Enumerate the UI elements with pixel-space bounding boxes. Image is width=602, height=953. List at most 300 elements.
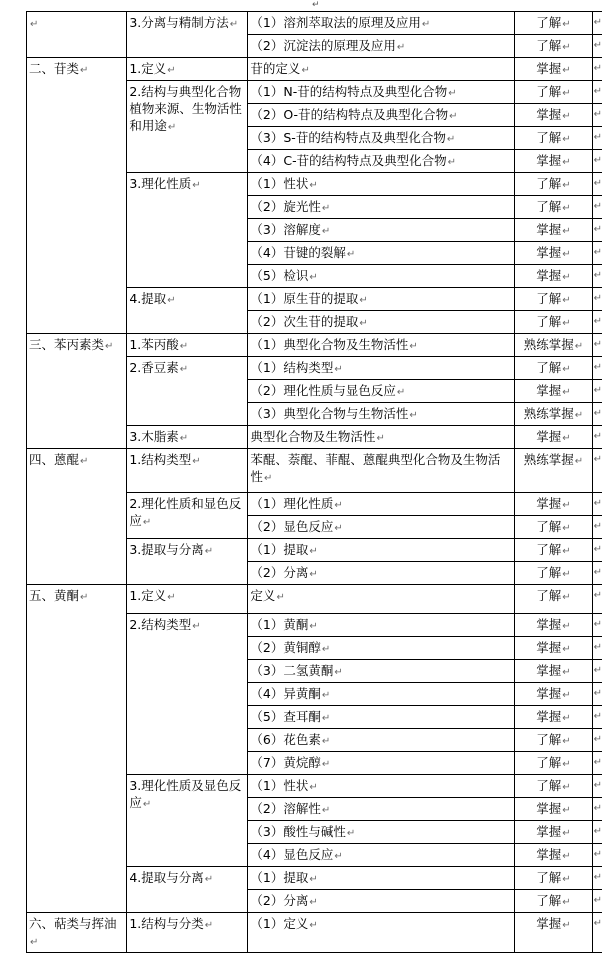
item-cell [248, 683, 515, 706]
paragraph-mark-icon: ↵ [575, 456, 583, 467]
table-row [27, 12, 602, 35]
row-end-marker [592, 81, 602, 104]
item-cell [248, 660, 515, 683]
topic-cell-text: 3.理化性质及显色反应 [129, 778, 241, 810]
row-end-marker [592, 637, 602, 660]
level-cell-text: 掌握 [536, 222, 561, 237]
paragraph-mark-icon: ↵ [334, 851, 342, 862]
item-cell-text: （4）苷键的裂解 [250, 245, 345, 260]
paragraph-mark-icon: ↵ [230, 19, 238, 30]
paragraph-mark-icon: ↵ [180, 364, 188, 375]
section-cell [27, 585, 127, 913]
paragraph-mark-icon: ↵ [309, 546, 317, 557]
level-cell [515, 426, 592, 449]
topic-cell-text: 2.香豆素 [129, 360, 178, 375]
paragraph-mark-icon: ↵ [562, 897, 570, 908]
row-end-marker [592, 357, 602, 380]
item-cell [248, 35, 515, 58]
item-cell-text: （4）C-苷的结构特点及典型化合物 [250, 153, 446, 168]
level-cell [515, 539, 592, 562]
paragraph-mark-icon: ↵ [562, 180, 570, 191]
paragraph-mark-icon: ↵ [205, 546, 213, 557]
item-cell [248, 265, 515, 288]
paragraph-mark-icon: ↵ [594, 385, 602, 396]
item-cell [248, 150, 515, 173]
paragraph-mark-icon: ↵ [594, 567, 602, 578]
paragraph-mark-icon: ↵ [594, 63, 602, 74]
level-cell-text: 了解 [536, 893, 561, 908]
level-cell-text: 掌握 [536, 617, 561, 632]
item-cell-text: （7）黄烷醇 [250, 755, 320, 770]
paragraph-mark-icon: ↵ [562, 759, 570, 770]
row-end-marker [592, 683, 602, 706]
level-cell-text: 了解 [536, 291, 561, 306]
paragraph-mark-icon: ↵ [594, 590, 602, 601]
table-row [27, 334, 602, 357]
topic-cell-text: 1.结构类型 [129, 452, 191, 467]
paragraph-mark-icon: ↵ [80, 592, 88, 603]
row-end-marker [592, 265, 602, 288]
paragraph-mark-icon: ↵ [562, 134, 570, 145]
level-cell-text: 掌握 [536, 824, 561, 839]
level-cell-text: 掌握 [536, 383, 561, 398]
level-cell [515, 660, 592, 683]
paragraph-mark-icon: ↵ [309, 920, 317, 931]
paragraph-mark-icon: ↵ [594, 544, 602, 555]
paragraph-mark: ↵ [312, 0, 320, 10]
topic-cell [127, 614, 248, 775]
item-cell-text: （3）酸性与碱性 [250, 824, 345, 839]
item-cell [248, 449, 515, 493]
paragraph-mark-icon: ↵ [594, 201, 602, 212]
level-cell-text: 了解 [536, 84, 561, 99]
paragraph-mark-icon: ↵ [594, 224, 602, 235]
section-cell-text: 六、萜类与挥油 [29, 916, 117, 931]
paragraph-mark-icon: ↵ [562, 546, 570, 557]
item-cell-text: （1）黄酮 [250, 617, 308, 632]
paragraph-mark-icon: ↵ [594, 40, 602, 51]
topic-cell [127, 288, 248, 334]
item-cell [248, 752, 515, 775]
level-cell [515, 334, 592, 357]
paragraph-mark-icon: ↵ [594, 109, 602, 120]
item-cell [248, 357, 515, 380]
paragraph-mark-icon: ↵ [594, 826, 602, 837]
row-end-marker [592, 614, 602, 637]
paragraph-mark-icon: ↵ [322, 805, 330, 816]
item-cell-text: （2）旋光性 [250, 199, 320, 214]
level-cell-text: 了解 [536, 778, 561, 793]
item-cell-text: （2）显色反应 [250, 519, 333, 534]
level-cell-text: 掌握 [536, 640, 561, 655]
topic-cell [127, 357, 248, 426]
paragraph-mark-icon: ↵ [322, 203, 330, 214]
paragraph-mark-icon: ↵ [105, 341, 113, 352]
paragraph-mark-icon: ↵ [192, 180, 200, 191]
item-cell [248, 219, 515, 242]
paragraph-mark-icon: ↵ [594, 918, 602, 929]
paragraph-mark-icon: ↵ [309, 569, 317, 580]
item-cell-text: （1）理化性质 [250, 496, 333, 511]
paragraph-mark-icon: ↵ [562, 387, 570, 398]
paragraph-mark-icon: ↵ [562, 667, 570, 678]
row-end-marker [592, 173, 602, 196]
item-cell-text: （3）二氢黄酮 [250, 663, 333, 678]
level-cell [515, 821, 592, 844]
paragraph-mark-icon: ↵ [322, 690, 330, 701]
topic-cell [127, 173, 248, 288]
topic-cell [127, 334, 248, 357]
item-cell [248, 104, 515, 127]
level-cell [515, 449, 592, 493]
row-end-marker [592, 539, 602, 562]
level-cell [515, 104, 592, 127]
paragraph-mark-icon: ↵ [562, 523, 570, 534]
topic-cell-text: 2.结构类型 [129, 617, 191, 632]
paragraph-mark-icon: ↵ [359, 318, 367, 329]
level-cell-text: 了解 [536, 360, 561, 375]
level-cell-text: 掌握 [536, 847, 561, 862]
item-cell [248, 242, 515, 265]
row-end-marker [592, 380, 602, 403]
item-cell-text: （4）显色反应 [250, 847, 333, 862]
paragraph-mark-icon: ↵ [562, 295, 570, 306]
syllabus-table [26, 11, 602, 953]
item-cell-text: （3）典型化合物与生物活性 [250, 406, 408, 421]
level-cell-text: 掌握 [536, 268, 561, 283]
row-end-marker [592, 562, 602, 585]
item-cell [248, 288, 515, 311]
paragraph-mark-icon: ↵ [30, 937, 38, 948]
paragraph-mark-icon: ↵ [180, 433, 188, 444]
topic-cell-text: 4.提取与分离 [129, 870, 203, 885]
paragraph-mark-icon: ↵ [594, 872, 602, 883]
topic-cell [127, 913, 248, 953]
paragraph-mark-icon: ↵ [594, 316, 602, 327]
level-cell-text: 了解 [536, 565, 561, 580]
topic-cell [127, 449, 248, 493]
item-cell [248, 585, 515, 614]
paragraph-mark-icon: ↵ [594, 270, 602, 281]
item-cell-text: （2）溶解性 [250, 801, 320, 816]
level-cell [515, 844, 592, 867]
paragraph-mark-icon: ↵ [562, 249, 570, 260]
item-cell [248, 403, 515, 426]
row-end-marker [592, 426, 602, 449]
level-cell [515, 150, 592, 173]
paragraph-mark-icon: ↵ [594, 408, 602, 419]
row-end-marker [592, 775, 602, 798]
paragraph-mark-icon: ↵ [334, 500, 342, 511]
row-end-marker [592, 844, 602, 867]
level-cell-text: 掌握 [536, 686, 561, 701]
item-cell [248, 798, 515, 821]
level-cell [515, 493, 592, 516]
level-cell-text: 了解 [536, 130, 561, 145]
paragraph-mark-icon: ↵ [594, 247, 602, 258]
item-cell-text: （2）黄铜醇 [250, 640, 320, 655]
level-cell-text: 掌握 [536, 663, 561, 678]
paragraph-mark-icon: ↵ [562, 226, 570, 237]
paragraph-mark-icon: ↵ [594, 803, 602, 814]
item-cell-text: （2）分离 [250, 565, 308, 580]
level-cell-text: 了解 [536, 870, 561, 885]
topic-cell-text: 1.结构与分类 [129, 916, 203, 931]
level-cell [515, 516, 592, 539]
paragraph-mark-icon: ↵ [594, 895, 602, 906]
row-end-marker [592, 913, 602, 953]
paragraph-mark-icon: ↵ [594, 132, 602, 143]
paragraph-mark-icon: ↵ [562, 782, 570, 793]
level-cell-text: 掌握 [536, 801, 561, 816]
level-cell-text: 了解 [536, 38, 561, 53]
item-cell-text: （2）O-苷的结构特点及典型化合物 [250, 107, 448, 122]
item-cell-text: （2）理化性质与显色反应 [250, 383, 395, 398]
paragraph-mark-icon: ↵ [322, 713, 330, 724]
level-cell-text: 掌握 [536, 245, 561, 260]
section-cell [27, 58, 127, 334]
item-cell [248, 637, 515, 660]
paragraph-mark-icon: ↵ [322, 226, 330, 237]
item-cell [248, 706, 515, 729]
item-cell [248, 380, 515, 403]
level-cell-text: 了解 [536, 176, 561, 191]
paragraph-mark-icon: ↵ [562, 592, 570, 603]
row-end-marker [592, 706, 602, 729]
level-cell [515, 913, 592, 953]
level-cell [515, 311, 592, 334]
level-cell-text: 了解 [536, 314, 561, 329]
level-cell-text: 掌握 [536, 429, 561, 444]
paragraph-mark-icon: ↵ [594, 688, 602, 699]
level-cell [515, 585, 592, 614]
level-cell [515, 706, 592, 729]
paragraph-mark-icon: ↵ [562, 569, 570, 580]
item-cell [248, 12, 515, 35]
section-cell-text: 三、苯丙素类 [29, 337, 104, 352]
item-cell [248, 775, 515, 798]
paragraph-mark-icon: ↵ [449, 111, 457, 122]
paragraph-mark-icon: ↵ [264, 473, 272, 484]
paragraph-mark-icon: ↵ [447, 134, 455, 145]
item-cell [248, 173, 515, 196]
item-cell-text: （2）沉淀法的原理及应用 [250, 38, 395, 53]
paragraph-mark-icon: ↵ [562, 500, 570, 511]
level-cell [515, 798, 592, 821]
level-cell-text: 掌握 [536, 709, 561, 724]
item-cell-text: 典型化合物及生物活性 [250, 429, 375, 444]
paragraph-mark-icon: ↵ [448, 88, 456, 99]
topic-cell-text: 4.提取 [129, 291, 166, 306]
level-cell [515, 196, 592, 219]
topic-cell [127, 426, 248, 449]
level-cell-text: 掌握 [536, 107, 561, 122]
item-cell [248, 493, 515, 516]
level-cell-text: 了解 [536, 588, 561, 603]
paragraph-mark-icon: ↵ [562, 272, 570, 283]
topic-cell-text: 3.理化性质 [129, 176, 191, 191]
level-cell [515, 127, 592, 150]
level-cell [515, 729, 592, 752]
paragraph-mark-icon: ↵ [594, 734, 602, 745]
level-cell [515, 380, 592, 403]
row-end-marker [592, 334, 602, 357]
row-end-marker [592, 242, 602, 265]
paragraph-mark-icon: ↵ [180, 341, 188, 352]
item-cell [248, 614, 515, 637]
row-end-marker [592, 219, 602, 242]
paragraph-mark-icon: ↵ [594, 86, 602, 97]
paragraph-mark-icon: ↵ [594, 17, 602, 28]
paragraph-mark-icon: ↵ [562, 157, 570, 168]
paragraph-mark-icon: ↵ [167, 592, 175, 603]
item-cell [248, 539, 515, 562]
paragraph-mark-icon: ↵ [594, 711, 602, 722]
paragraph-mark-icon: ↵ [594, 849, 602, 860]
level-cell [515, 81, 592, 104]
item-cell-text: 苯醌、萘醌、菲醌、蒽醌典型化合物及生物活性 [250, 452, 500, 484]
paragraph-mark-icon: ↵ [301, 65, 309, 76]
paragraph-mark-icon: ↵ [594, 498, 602, 509]
level-cell-text: 掌握 [536, 496, 561, 511]
paragraph-mark-icon: ↵ [562, 621, 570, 632]
level-cell [515, 357, 592, 380]
topic-cell-text: 2.结构与典型化合物植物来源、生物活性和用途 [129, 84, 242, 133]
section-cell-text: 四、蒽醌 [29, 452, 79, 467]
item-cell-text: （1）提取 [250, 870, 308, 885]
paragraph-mark-icon: ↵ [594, 780, 602, 791]
level-cell-text: 熟练掌握 [524, 406, 574, 421]
level-cell [515, 637, 592, 660]
paragraph-mark-icon: ↵ [562, 111, 570, 122]
item-cell-text: （2）分离 [250, 893, 308, 908]
item-cell-text: （1）性状 [250, 176, 308, 191]
item-cell-text: （3）溶解度 [250, 222, 320, 237]
topic-cell-text: 2.理化性质和显色反应 [129, 496, 241, 528]
row-end-marker [592, 660, 602, 683]
paragraph-mark-icon: ↵ [205, 874, 213, 885]
paragraph-mark-icon: ↵ [205, 920, 213, 931]
row-end-marker [592, 585, 602, 614]
item-cell-text: （3）S-苷的结构特点及典型化合物 [250, 130, 445, 145]
paragraph-mark-icon: ↵ [594, 665, 602, 676]
row-end-marker [592, 493, 602, 516]
level-cell [515, 867, 592, 890]
paragraph-mark-icon: ↵ [309, 897, 317, 908]
topic-cell-text: 1.定义 [129, 588, 166, 603]
row-end-marker [592, 12, 602, 35]
paragraph-mark-icon: ↵ [594, 431, 602, 442]
paragraph-mark-icon: ↵ [309, 621, 317, 632]
level-cell [515, 775, 592, 798]
paragraph-mark-icon: ↵ [397, 387, 405, 398]
item-cell [248, 562, 515, 585]
item-cell-text: （1）提取 [250, 542, 308, 557]
row-end-marker [592, 196, 602, 219]
row-end-marker [592, 150, 602, 173]
level-cell-text: 掌握 [536, 153, 561, 168]
level-cell [515, 35, 592, 58]
row-end-marker [592, 127, 602, 150]
paragraph-mark-icon: ↵ [562, 920, 570, 931]
paragraph-mark-icon: ↵ [309, 782, 317, 793]
paragraph-mark-icon: ↵ [594, 454, 602, 465]
paragraph-mark-icon: ↵ [562, 433, 570, 444]
paragraph-mark-icon: ↵ [334, 523, 342, 534]
paragraph-mark-icon: ↵ [562, 42, 570, 53]
section-cell-text: 二、苷类 [29, 61, 79, 76]
item-cell [248, 311, 515, 334]
topic-cell [127, 867, 248, 913]
paragraph-mark-icon: ↵ [409, 341, 417, 352]
level-cell [515, 58, 592, 81]
paragraph-mark-icon: ↵ [594, 293, 602, 304]
item-cell [248, 334, 515, 357]
level-cell [515, 683, 592, 706]
paragraph-mark-icon: ↵ [594, 642, 602, 653]
item-cell [248, 81, 515, 104]
paragraph-mark-icon: ↵ [422, 19, 430, 30]
level-cell [515, 288, 592, 311]
row-end-marker [592, 752, 602, 775]
section-cell [27, 449, 127, 585]
section-cell [27, 334, 127, 449]
item-cell [248, 890, 515, 913]
paragraph-mark-icon: ↵ [322, 759, 330, 770]
level-cell-text: 了解 [536, 519, 561, 534]
paragraph-mark-icon: ↵ [594, 521, 602, 532]
item-cell [248, 196, 515, 219]
item-cell [248, 127, 515, 150]
level-cell-text: 掌握 [536, 61, 561, 76]
table-row [27, 58, 602, 81]
paragraph-mark-icon: ↵ [80, 65, 88, 76]
item-cell [248, 516, 515, 539]
paragraph-mark-icon: ↵ [347, 249, 355, 260]
level-cell [515, 219, 592, 242]
paragraph-mark-icon: ↵ [397, 42, 405, 53]
item-cell-text: （1）溶剂萃取法的原理及应用 [250, 15, 420, 30]
paragraph-mark-icon: ↵ [168, 122, 176, 133]
item-cell-text: 定义 [250, 588, 275, 603]
paragraph-mark-icon: ↵ [562, 644, 570, 655]
paragraph-mark-icon: ↵ [562, 690, 570, 701]
topic-cell [127, 539, 248, 585]
paragraph-mark-icon: ↵ [334, 364, 342, 375]
paragraph-mark-icon: ↵ [594, 619, 602, 630]
row-end-marker [592, 35, 602, 58]
row-end-marker [592, 288, 602, 311]
paragraph-mark-icon: ↵ [322, 736, 330, 747]
level-cell-text: 了解 [536, 15, 561, 30]
item-cell [248, 426, 515, 449]
level-cell [515, 752, 592, 775]
item-cell [248, 58, 515, 81]
paragraph-mark-icon: ↵ [80, 456, 88, 467]
level-cell [515, 614, 592, 637]
paragraph-mark-icon: ↵ [575, 341, 583, 352]
paragraph-mark-icon: ↵ [30, 19, 38, 30]
item-cell-text: （1）性状 [250, 778, 308, 793]
item-cell-text: （1）典型化合物及生物活性 [250, 337, 408, 352]
topic-cell [127, 58, 248, 81]
paragraph-mark-icon: ↵ [562, 851, 570, 862]
paragraph-mark-icon: ↵ [309, 874, 317, 885]
paragraph-mark-icon: ↵ [192, 456, 200, 467]
paragraph-mark-icon: ↵ [562, 318, 570, 329]
row-end-marker [592, 516, 602, 539]
level-cell [515, 890, 592, 913]
